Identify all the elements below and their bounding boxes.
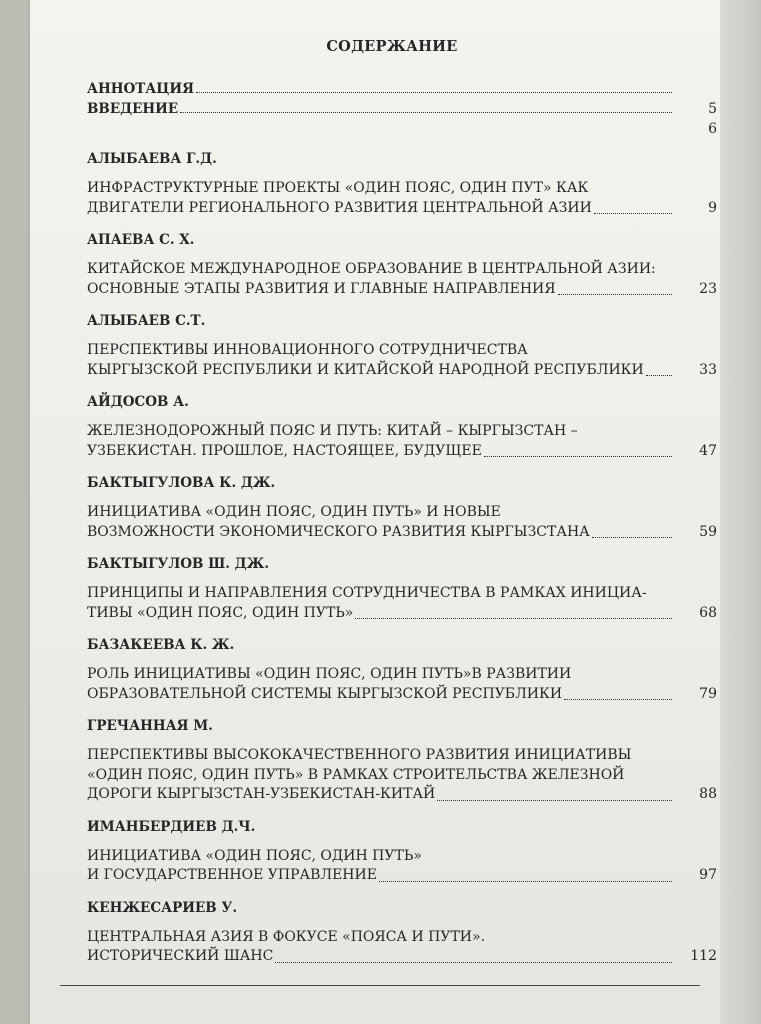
toc-entry bbox=[87, 556, 717, 623]
toc-entry-author: АЙДОСОВ А. bbox=[87, 394, 189, 410]
toc-entry-title-line: ДВИГАТЕЛИ РЕГИОНАЛЬНОГО РАЗВИТИЯ ЦЕНТРАЛЬНОЙ АЗИИ bbox=[87, 199, 592, 216]
toc-entry-last-line bbox=[87, 523, 717, 543]
toc-entry-last-line bbox=[87, 442, 717, 462]
toc-entry-title-line: КИТАЙСКОЕ МЕЖДУНАРОДНОЕ ОБРАЗОВАНИЕ В ЦЕНТРАЛЬНОЙ АЗИИ: bbox=[87, 261, 656, 277]
toc-entry-title-line: ИНИЦИАТИВА «ОДИН ПОЯС, ОДИН ПУТЬ» И НОВЫЕ bbox=[87, 504, 501, 520]
dot-leader bbox=[646, 375, 672, 376]
dot-leader bbox=[564, 699, 672, 700]
dot-leader bbox=[437, 800, 672, 801]
dot-leader bbox=[196, 92, 672, 93]
toc-entry bbox=[87, 900, 717, 967]
dot-leader bbox=[558, 294, 672, 295]
toc-entry-title-line: КЫРГЫЗСКОЙ РЕСПУБЛИКИ И КИТАЙСКОЙ НАРОДНОЙ РЕСПУБЛИКИ bbox=[87, 361, 644, 378]
toc-page-number: 112 bbox=[690, 948, 717, 964]
toc-page-number: 79 bbox=[699, 685, 717, 702]
toc-entry bbox=[87, 151, 717, 218]
toc-intro-extra-row bbox=[87, 117, 717, 137]
toc-entry-title-line: «ОДИН ПОЯС, ОДИН ПУТЬ» В РАМКАХ СТРОИТЕЛЬСТВА ЖЕЛЕЗНОЙ bbox=[87, 766, 625, 783]
toc-entry bbox=[87, 819, 717, 886]
toc-entry-author: АЛЫБАЕВ С.Т. bbox=[87, 313, 206, 329]
dot-leader bbox=[275, 962, 672, 963]
toc-entry bbox=[87, 394, 717, 461]
dot-leader bbox=[484, 456, 672, 457]
toc-page-number: 97 bbox=[699, 867, 717, 883]
toc-page-number: 6 bbox=[708, 121, 717, 137]
toc-page-number: 47 bbox=[699, 442, 717, 459]
table-of-contents bbox=[87, 38, 717, 967]
toc-page-number: 5 bbox=[708, 101, 717, 117]
toc-page-number: 68 bbox=[699, 604, 717, 621]
toc-entry-last-line bbox=[87, 361, 717, 381]
toc-entry bbox=[87, 637, 717, 704]
toc-entry-last-line bbox=[87, 604, 717, 624]
toc-entry-last-line bbox=[87, 280, 717, 300]
toc-entry-title-line: ЦЕНТРАЛЬНАЯ АЗИЯ В ФОКУСЕ «ПОЯСА И ПУТИ». bbox=[87, 928, 486, 945]
toc-entry-title-line: ТИВЫ «ОДИН ПОЯС, ОДИН ПУТЬ» bbox=[87, 604, 354, 621]
toc-entry-title-line: ИСТОРИЧЕСКИЙ ШАНС bbox=[87, 948, 274, 964]
dot-leader bbox=[355, 618, 672, 619]
toc-entry-title-line: ДОРОГИ КЫРГЫЗСТАН-УЗБЕКИСТАН-КИТАЙ bbox=[87, 786, 436, 802]
toc-entry-author: БАЗАКЕЕВА К. Ж. bbox=[87, 637, 235, 653]
toc-entry-author: КЕНЖЕСАРИЕВ У. bbox=[87, 899, 238, 916]
toc-entry-title-line: ПРИНЦИПЫ И НАПРАВЛЕНИЯ СОТРУДНИЧЕСТВА В РАМКАХ ИНИЦИА- bbox=[87, 585, 647, 601]
dot-leader bbox=[592, 537, 672, 538]
book-page bbox=[30, 0, 720, 1024]
toc-entry-author: АЛЫБАЕВА Г.Д. bbox=[87, 151, 217, 167]
toc-entry-last-line bbox=[87, 866, 717, 886]
toc-entry-author: ИМАНБЕРДИЕВ Д.Ч. bbox=[87, 818, 256, 835]
toc-entry-title-line: ОБРАЗОВАТЕЛЬНОЙ СИСТЕМЫ КЫРГЫЗСКОЙ РЕСПУБЛИКИ bbox=[87, 685, 563, 702]
toc-entry-title-line: РОЛЬ ИНИЦИАТИВЫ «ОДИН ПОЯС, ОДИН ПУТЬ»В РАЗВИТИИ bbox=[87, 666, 572, 682]
toc-entry bbox=[87, 718, 717, 805]
toc-entry-last-line bbox=[87, 199, 717, 219]
toc-entry-title-line: ИНФРАСТРУКТУРНЫЕ ПРОЕКТЫ «ОДИН ПОЯС, ОДИН ПУТ» КАК bbox=[87, 180, 589, 196]
dot-leader bbox=[379, 881, 672, 882]
toc-entry-last-line bbox=[87, 785, 717, 805]
toc-entry bbox=[87, 313, 717, 380]
toc-entries bbox=[87, 151, 717, 967]
toc-page-number: 88 bbox=[699, 786, 717, 802]
toc-page-number: 9 bbox=[708, 199, 717, 216]
dot-leader bbox=[594, 213, 672, 214]
toc-entry-title-line: ВОЗМОЖНОСТИ ЭКОНОМИЧЕСКОГО РАЗВИТИЯ КЫРГЫЗСТАНА bbox=[87, 523, 590, 540]
toc-page-number: 33 bbox=[699, 361, 717, 378]
toc-entry bbox=[87, 475, 717, 542]
footer-rule bbox=[60, 985, 700, 986]
toc-entry-title-line: ЖЕЛЕЗНОДОРОЖНЫЙ ПОЯС И ПУТЬ: КИТАЙ – КЫРГЫЗСТАН – bbox=[87, 423, 578, 439]
toc-entry-title-line: ПЕРСПЕКТИВЫ ВЫСОКОКАЧЕСТВЕННОГО РАЗВИТИЯ ИНИЦИАТИВЫ bbox=[87, 747, 632, 763]
toc-annotation-row bbox=[87, 77, 717, 97]
toc-entry-author: БАКТЫГУЛОВ Ш. ДЖ. bbox=[87, 556, 270, 572]
page-stack-edge bbox=[720, 0, 761, 1024]
toc-entry-title-line: УЗБЕКИСТАН. ПРОШЛОЕ, НАСТОЯЩЕЕ, БУДУЩЕЕ bbox=[87, 442, 482, 459]
toc-page-number: 59 bbox=[699, 523, 717, 540]
toc-entry-author: ГРЕЧАННАЯ М. bbox=[87, 718, 213, 734]
dot-leader bbox=[180, 112, 672, 113]
toc-page-number: 23 bbox=[699, 280, 717, 297]
toc-intro-row bbox=[87, 97, 717, 117]
toc-entry-title-line: ОСНОВНЫЕ ЭТАПЫ РАЗВИТИЯ И ГЛАВНЫЕ НАПРАВЛЕНИЯ bbox=[87, 280, 556, 297]
toc-entry-last-line bbox=[87, 685, 717, 705]
toc-heading: СОДЕРЖАНИЕ bbox=[326, 38, 458, 55]
toc-entry-title-line: ПЕРСПЕКТИВЫ ИННОВАЦИОННОГО СОТРУДНИЧЕСТВА bbox=[87, 342, 528, 358]
toc-intro-label: ВВЕДЕНИЕ bbox=[87, 101, 179, 117]
toc-entry bbox=[87, 232, 717, 299]
toc-entry-title-line: И ГОСУДАРСТВЕННОЕ УПРАВЛЕНИЕ bbox=[87, 867, 377, 883]
toc-entry-last-line bbox=[87, 947, 717, 967]
toc-entry-author: АПАЕВА С. Х. bbox=[87, 232, 195, 248]
toc-entry-author: БАКТЫГУЛОВА К. ДЖ. bbox=[87, 475, 276, 491]
toc-annotation-label: АННОТАЦИЯ bbox=[87, 81, 195, 97]
toc-entry-title-line: ИНИЦИАТИВА «ОДИН ПОЯС, ОДИН ПУТЬ» bbox=[87, 847, 422, 864]
